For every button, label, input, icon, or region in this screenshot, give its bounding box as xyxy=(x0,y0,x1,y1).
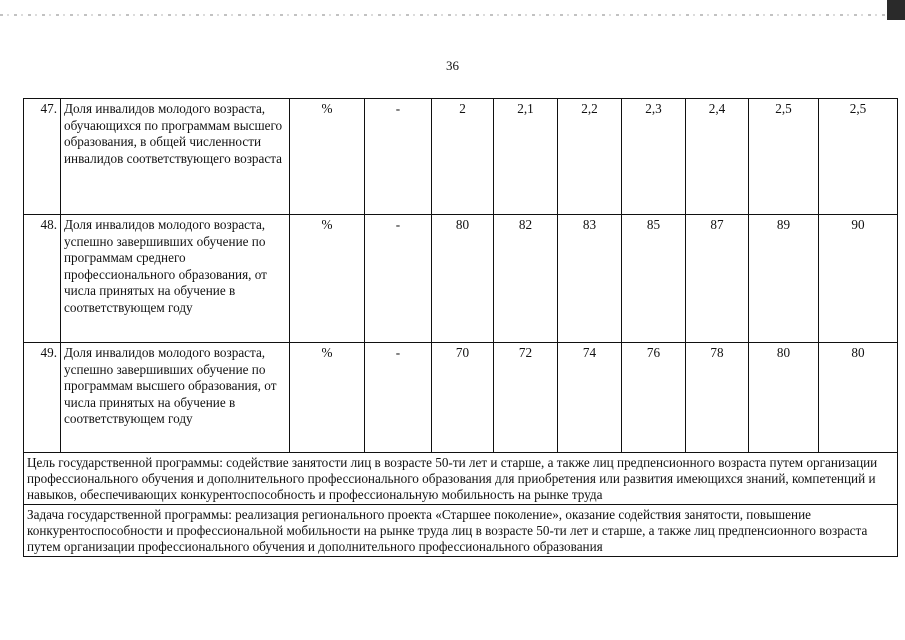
page-number: 36 xyxy=(446,58,459,73)
program-task-text: Задача государственной программы: реализация регионального проекта «Старшее поколение», оказание содействия занятости, повышение конкурентоспособности и профессиональной мобильности на рынке труда лиц в возрасте 50-ти лет и старше, а также лиц предпенсионного возраста путем организации профессионального обучения и дополнительного профессионального образования xyxy=(24,505,898,557)
value-cell: 2,3 xyxy=(622,99,686,215)
row-number: 48. xyxy=(24,215,61,343)
unit-cell: % xyxy=(290,99,365,215)
goal-row xyxy=(24,453,898,505)
value-cell: 2,4 xyxy=(686,99,749,215)
unit-cell: % xyxy=(290,343,365,453)
scan-artifact-mark xyxy=(887,0,905,20)
row-number: 47. xyxy=(24,99,61,215)
table-row xyxy=(24,99,898,215)
value-cell: 80 xyxy=(432,215,494,343)
base-value-cell: - xyxy=(365,99,432,215)
table-row xyxy=(24,343,898,453)
value-cell: 85 xyxy=(622,215,686,343)
value-cell: 2 xyxy=(432,99,494,215)
value-cell: 74 xyxy=(558,343,622,453)
value-cell: 2,5 xyxy=(749,99,819,215)
value-cell: 70 xyxy=(432,343,494,453)
table-row xyxy=(24,215,898,343)
value-cell: 87 xyxy=(686,215,749,343)
row-number: 49. xyxy=(24,343,61,453)
value-cell: 90 xyxy=(819,215,898,343)
indicator-name: Доля инвалидов молодого возраста, успешно завершивших обучение по программам высшего образования, от числа принятых на обучение в соответствующем году xyxy=(61,343,290,453)
value-cell: 2,1 xyxy=(494,99,558,215)
indicator-name: Доля инвалидов молодого возраста, обучающихся по программам высшего образования, в общей численности инвалидов соответствующего возраста xyxy=(61,99,290,215)
value-cell: 82 xyxy=(494,215,558,343)
value-cell: 80 xyxy=(819,343,898,453)
value-cell: 2,2 xyxy=(558,99,622,215)
program-goal-text: Цель государственной программы: содействие занятости лиц в возрасте 50-ти лет и старше, а также лиц предпенсионного возраста путем организации профессионального обучения и дополнительного профессионального образования для приобретения или развития имеющихся знаний, компетенций и навыков, обеспечивающих конкурентоспособность и профессиональную мобильность на рынке труда xyxy=(24,453,898,505)
scan-artifact-line xyxy=(0,14,905,16)
indicators-table xyxy=(23,98,898,557)
indicator-name: Доля инвалидов молодого возраста, успешно завершивших обучение по программам среднего профессионального образования, от числа принятых на обучение в соответствующем году xyxy=(61,215,290,343)
value-cell: 78 xyxy=(686,343,749,453)
base-value-cell: - xyxy=(365,215,432,343)
value-cell: 80 xyxy=(749,343,819,453)
unit-cell: % xyxy=(290,215,365,343)
value-cell: 72 xyxy=(494,343,558,453)
value-cell: 2,5 xyxy=(819,99,898,215)
task-row xyxy=(24,505,898,557)
value-cell: 76 xyxy=(622,343,686,453)
value-cell: 89 xyxy=(749,215,819,343)
base-value-cell: - xyxy=(365,343,432,453)
value-cell: 83 xyxy=(558,215,622,343)
